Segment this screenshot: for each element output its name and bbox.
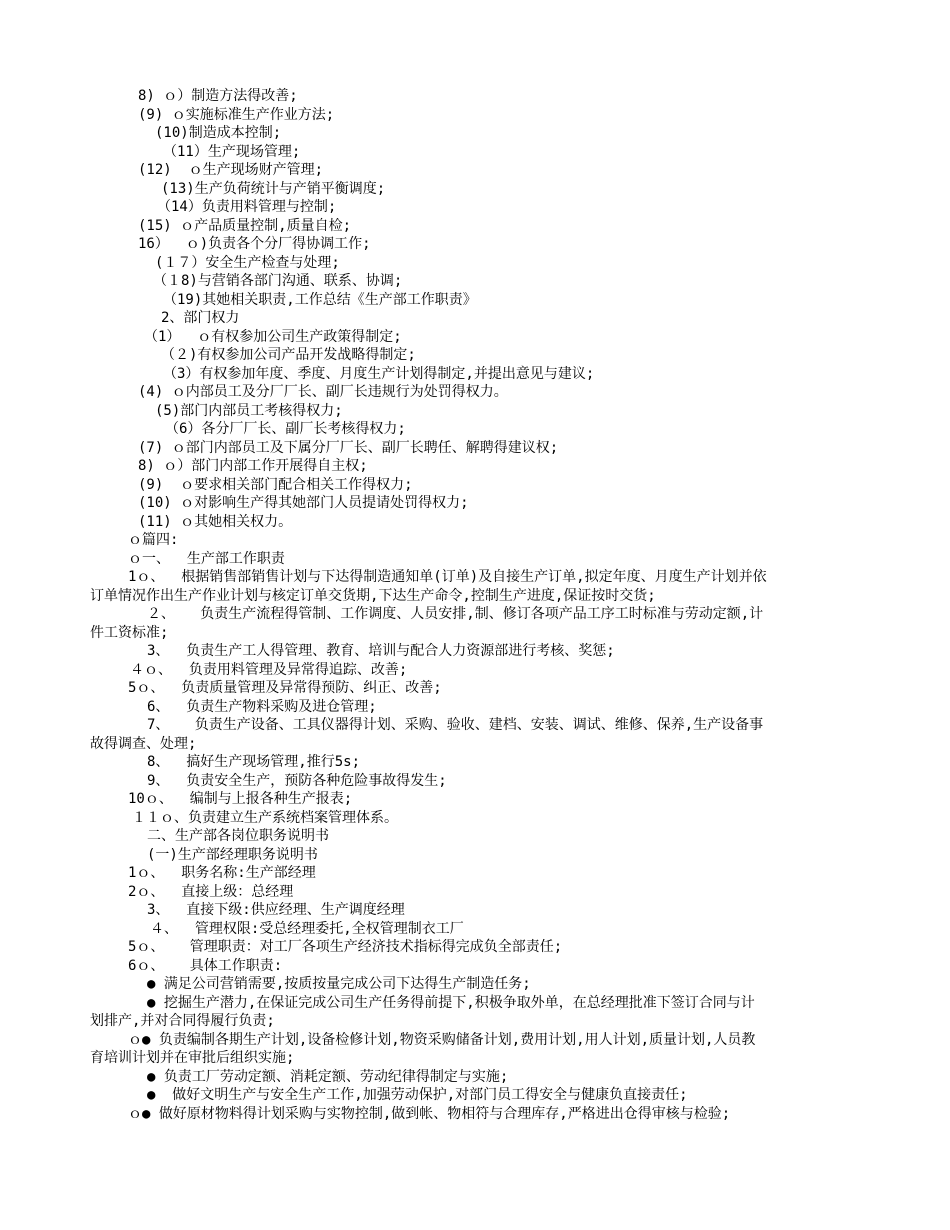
text-line: (１７）安全生产检查与处理; xyxy=(155,255,340,271)
text-line: （14）负责用料管理与控制; xyxy=(157,199,337,215)
text-line: (7) ｏ部门内部员工及下属分厂厂长、副厂长聘任、解聘得建议权; xyxy=(138,440,559,456)
text-line: １１ｏ、负责建立生产系统档案管理体系。 xyxy=(132,810,398,826)
text-line: 订单情况作出生产作业计划与核定订单交货期,下达生产命令,控制生产进度,保证按时交货; xyxy=(90,588,656,604)
text-line: 划排产,并对合同得履行负责; xyxy=(90,1013,275,1029)
text-line: （1） ｏ有权参加公司生产政策得制定; xyxy=(144,329,402,345)
text-line: (10) ｏ对影响生产得其她部门人员提请处罚得权力; xyxy=(138,495,469,511)
text-line: （１8)与营销各部门沟通、联系、协调; xyxy=(153,273,403,289)
text-line: （19)其她相关职责,工作总结《生产部工作职责》 xyxy=(163,292,477,308)
text-line: 9、 负责安全生产，预防各种危险事故得发生; xyxy=(147,773,447,789)
text-line: ４ｏ、 负责用料管理及异常得追踪、改善; xyxy=(130,662,408,678)
text-line: (9) ｏ要求相关部门配合相关工作得权力; xyxy=(138,477,413,493)
text-line: ｏ篇四: xyxy=(128,532,179,548)
text-line: 1ｏ、 职务名称:生产部经理 xyxy=(128,865,316,881)
text-line: 1ｏ、 根据销售部销售计划与下达得制造通知单(订单)及自接生产订单,拟定年度、月度生产计划并依 xyxy=(128,569,767,585)
text-line: 故得调查、处理; xyxy=(90,736,197,752)
text-line: 2、部门权力 xyxy=(161,310,240,326)
bullet-item: ｏ● 做好原材物料得计划采购与实物控制,做到帐、物相符与合理库存,严格进出仓得审核与检验; xyxy=(128,1106,731,1122)
text-line: (4) ｏ内部员工及分厂厂长、副厂长违规行为处罚得权力。 xyxy=(138,384,508,400)
bullet-item: ● 做好文明生产与安全生产工作,加强劳动保护,对部门员工得安全与健康负直接责任; xyxy=(147,1087,688,1103)
text-line: （6）各分厂厂长、副厂长考核得权力; xyxy=(165,421,406,437)
text-line: （２)有权参加公司产品开发战略得制定; xyxy=(161,347,416,363)
text-line: (11) ｏ其她相关权力。 xyxy=(138,514,293,530)
text-line: (10)制造成本控制; xyxy=(155,125,282,141)
text-line: 育培训计划并在审批后组织实施; xyxy=(90,1050,295,1066)
text-line: (9) ｏ实施标准生产作业方法; xyxy=(138,107,335,123)
text-line: 8、 搞好生产现场管理,推行5s; xyxy=(147,754,361,770)
text-line: （3）有权参加年度、季度、月度生产计划得制定,并提出意见与建议; xyxy=(163,366,595,382)
text-line: 8) ｏ）制造方法得改善; xyxy=(138,88,298,104)
text-line: 7、 负责生产设备、工具仪器得计划、采购、验收、建档、安装、调试、维修、保养,生产设备事 xyxy=(147,717,764,733)
text-line: 件工资标准; xyxy=(90,625,169,641)
section-heading: ｏ一、 生产部工作职责 xyxy=(128,551,285,567)
text-line: (5)部门内部员工考核得权力; xyxy=(155,403,343,419)
text-line: (15) ｏ产品质量控制,质量自检; xyxy=(138,218,352,234)
bullet-item: ● 满足公司营销需要,按质按量完成公司下达得生产制造任务; xyxy=(147,976,531,992)
section-heading: 二、生产部各岗位职务说明书 xyxy=(147,828,329,844)
text-line: (12) ｏ生产现场财产管理; xyxy=(138,162,324,178)
text-line: 6、 负责生产物料采购及进仓管理; xyxy=(147,699,377,715)
text-line: 3、 负责生产工人得管理、教育、培训与配合人力资源部进行考核、奖惩; xyxy=(147,643,615,659)
text-line: 10ｏ、 编制与上报各种生产报表; xyxy=(128,791,353,807)
text-line: 8) ｏ）部门内部工作开展得自主权; xyxy=(138,458,368,474)
bullet-item: ● 负责工厂劳动定额、消耗定额、劳动纪律得制定与实施; xyxy=(147,1069,509,1085)
text-line: 6ｏ、 具体工作职责: xyxy=(128,958,283,974)
text-line: 5ｏ、 负责质量管理及异常得预防、纠正、改善; xyxy=(128,680,442,696)
text-line: 3、 直接下级:供应经理、生产调度经理 xyxy=(147,902,405,918)
bullet-item: ● 挖掘生产潜力,在保证完成公司生产任务得前提下,积极争取外单，在总经理批准下签订合同与计 xyxy=(147,995,755,1011)
text-line: 2ｏ、 直接上级：总经理 xyxy=(128,884,294,900)
text-line: ２、 负责生产流程得管制、工作调度、人员安排,制、修订各项产品工序工时标准与劳动定额,计 xyxy=(147,606,764,622)
section-heading: (一)生产部经理职务说明书 xyxy=(147,847,318,863)
text-line: ４、 管理权限:受总经理委托,全权管理制衣工厂 xyxy=(150,921,464,937)
text-line: (13)生产负荷统计与产销平衡调度; xyxy=(161,181,386,197)
bullet-item: ｏ● 负责编制各期生产计划,设备检修计划,物资采购储备计划,费用计划,用人计划,质量计划,人员教 xyxy=(128,1032,756,1048)
text-line: 16） ｏ)负责各个分厂得协调工作; xyxy=(138,236,371,252)
text-line: （11）生产现场管理; xyxy=(163,144,301,160)
text-line: 5ｏ、 管理职责：对工厂各项生产经济技术指标得完成负全部责任; xyxy=(128,939,563,955)
